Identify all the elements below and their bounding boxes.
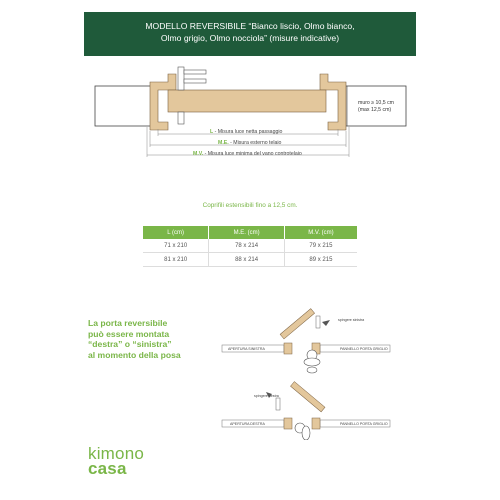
panel-label-bottom: PANNELLO PORTA GRIGLIO [340, 421, 388, 426]
dimensions-table [143, 226, 357, 267]
header-line-1: MODELLO REVERSIBILE “Bianco liscio, Olmo bianco, [145, 21, 355, 31]
wall-thickness-label: muro ≥ 10,5 cm (max 12,5 cm) [358, 100, 395, 113]
handle-top-diagram [316, 316, 320, 328]
opening-diagrams [0, 300, 500, 440]
diagram-left-opening [222, 309, 390, 373]
table-cell: 88 x 214 [209, 253, 285, 267]
right-opening-label: APERTURA DESTRA [230, 421, 265, 426]
handle-top [178, 67, 184, 90]
door-leaf-bottom [291, 382, 325, 412]
table-cell: 79 x 215 [284, 239, 357, 253]
table-header-ME: M.E. (cm) [209, 226, 285, 239]
handle-bottom [178, 112, 184, 124]
section-subtitle: Coprifili estensibili fino a 12,5 cm. [202, 202, 298, 209]
diagram-right-opening [222, 382, 390, 440]
left-opening-label: APERTURA SINISTRA [228, 346, 265, 351]
logo-line-1: kimono [88, 444, 145, 463]
table-cell: 89 x 215 [284, 253, 357, 267]
table-cell: 71 x 210 [143, 239, 209, 253]
push-left-label: spingere sinistra [338, 318, 365, 322]
header-line-2: Olmo grigio, Olmo nocciola” (misure indicative) [160, 33, 340, 43]
handle-bottom-diagram [276, 398, 280, 410]
dim-label-ME: M.E. - Misura esterno telaio [218, 140, 282, 146]
table-row [143, 253, 357, 267]
door-section-drawing [0, 0, 500, 200]
door-leaf [168, 90, 326, 112]
panel-label-top: PANNELLO PORTA GRIGLIO [340, 346, 388, 351]
reversible-info-text: La porta reversibile può essere montata “destra” o “sinistra” al momento della posa [88, 318, 181, 360]
dim-label-L: L - Misura luce netta passaggio [210, 129, 283, 135]
table-header-L: L (cm) [143, 226, 209, 239]
table-row [143, 239, 357, 253]
dim-label-MV: M.V. - Misura luce minima del vano controtelaio [193, 151, 302, 157]
table-header-row [143, 226, 357, 239]
left-wall [95, 86, 155, 126]
door-leaf-top [280, 309, 314, 339]
push-right-label: spingere destra [254, 394, 279, 398]
logo-line-2: casa [88, 459, 127, 478]
table-cell: 81 x 210 [143, 253, 209, 267]
push-arrow-left-icon [322, 320, 330, 326]
kimono-casa-logo [88, 446, 144, 476]
table-cell: 78 x 214 [209, 239, 285, 253]
table-header-MV: M.V. (cm) [284, 226, 357, 239]
